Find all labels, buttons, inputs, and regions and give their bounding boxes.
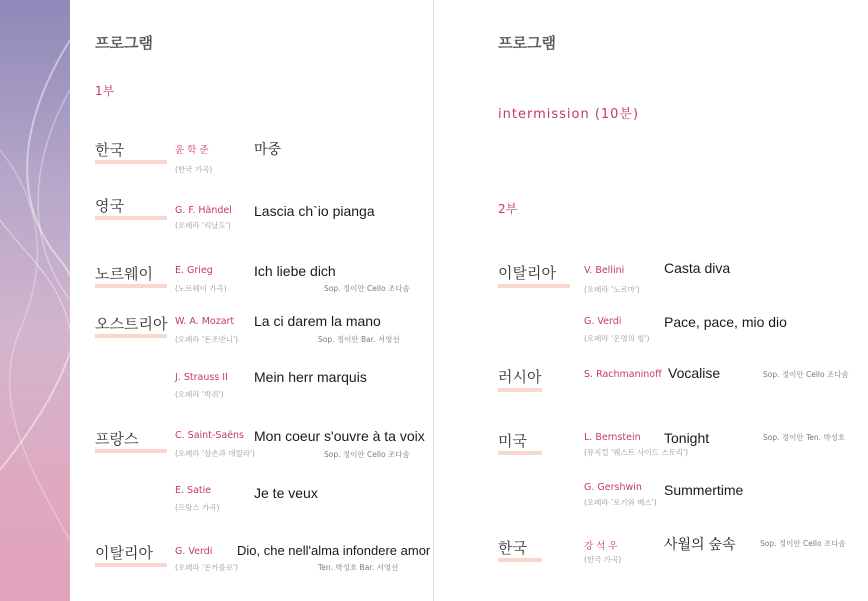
performers: Sop. 정이안 Cello 조다솜 (760, 539, 846, 548)
country-underline (95, 449, 167, 453)
part-two-label: 2부 (498, 202, 518, 216)
work-origin: (오페라 '포기와 베스') (584, 498, 657, 507)
country-underline (95, 284, 167, 288)
country-underline (95, 160, 167, 164)
composer-name: S. Rachmaninoff (584, 369, 662, 380)
performers: Sop. 정이안 Ten. 박성호 (763, 433, 846, 442)
work-origin: (오페라 '돈조반니') (175, 335, 239, 344)
country-label: 러시아 (498, 368, 542, 386)
right-program-heading: 프로그램 (498, 34, 556, 52)
song-title: Mein herr marquis (254, 369, 367, 385)
composer-name: J. Strauss II (175, 372, 228, 383)
work-origin: (오페라 '운명의 힘') (584, 334, 650, 343)
composer-name: G. Verdi (584, 316, 622, 327)
song-title: Tonight (664, 430, 710, 446)
country-label: 이탈리아 (95, 544, 153, 562)
composer-name: L. Bernstein (584, 432, 641, 443)
composer-name: C. Saint-Saëns (175, 430, 245, 441)
song-title: Lascia ch`io pianga (254, 203, 375, 219)
country-underline (95, 216, 167, 220)
country-label: 오스트리아 (95, 315, 168, 333)
country-label: 프랑스 (95, 430, 139, 448)
song-title: Casta diva (664, 260, 731, 276)
song-title: Dio, che nell'alma infondere amor (237, 543, 431, 558)
silk-swirl-graphic (0, 0, 70, 601)
work-origin: (오페라 '노르마') (584, 285, 640, 294)
country-underline (498, 451, 542, 455)
work-origin: (프랑스 가곡) (175, 503, 220, 512)
performers: Ten. 박성호 Bar. 서영선 (318, 563, 399, 572)
composer-name: 강 석 우 (584, 541, 618, 552)
song-title: 사월의 숲속 (664, 536, 736, 552)
composer-name: W. A. Mozart (175, 316, 235, 327)
composer-name: G. Verdi (175, 546, 213, 557)
song-title: La ci darem la mano (254, 313, 381, 329)
work-origin: (오페라 '박쥐') (175, 390, 224, 399)
country-label: 노르웨이 (95, 265, 153, 283)
country-underline (498, 558, 542, 562)
work-origin: (노르웨이 가곡) (175, 284, 227, 293)
song-title: 마중 (254, 141, 282, 157)
country-underline (95, 334, 167, 338)
work-origin: (오페라 '돈카를로') (175, 563, 239, 572)
country-label: 한국 (95, 141, 124, 159)
country-underline (498, 388, 542, 392)
intermission-label: intermission (10분) (498, 107, 640, 122)
decorative-side-panel (0, 0, 70, 601)
work-origin: (한국 가곡) (584, 555, 622, 564)
work-origin: (오페라 '삼손과 데릴라') (175, 449, 255, 458)
song-title: Vocalise (668, 365, 721, 381)
song-title: Summertime (664, 482, 744, 498)
page-divider (433, 0, 434, 601)
country-underline (95, 563, 167, 567)
song-title: Je te veux (254, 485, 318, 501)
performers: Sop. 정이안 Cello 조다솜 (763, 370, 849, 379)
composer-name: 윤 학 준 (175, 145, 209, 156)
composer-name: G. Gershwin (584, 482, 642, 493)
work-origin: (한국 가곡) (175, 165, 213, 174)
performers: Sop. 정이안 Bar. 서영선 (318, 335, 400, 344)
left-program-heading: 프로그램 (95, 34, 153, 52)
composer-name: V. Bellini (584, 265, 625, 276)
country-label: 한국 (498, 539, 527, 557)
composer-name: E. Satie (175, 485, 212, 496)
country-underline (498, 284, 570, 288)
song-title: Mon coeur s'ouvre à ta voix (254, 428, 425, 444)
country-label: 영국 (95, 197, 124, 215)
performers: Sop. 정이안 Cello 조다솜 (324, 450, 410, 459)
performers: Sop. 정이안 Cello 조다솜 (324, 284, 410, 293)
composer-name: G. F. Händel (175, 205, 232, 216)
country-label: 이탈리아 (498, 264, 556, 282)
country-label: 미국 (498, 432, 527, 450)
song-title: Ich liebe dich (254, 263, 336, 279)
work-origin: (오페라 '리날도') (175, 221, 231, 230)
part-one-label: 1부 (95, 84, 115, 98)
composer-name: E. Grieg (175, 265, 213, 276)
work-origin: (뮤지컬 '웨스트 사이드 스토리') (584, 448, 689, 457)
song-title: Pace, pace, mio dio (664, 314, 787, 330)
